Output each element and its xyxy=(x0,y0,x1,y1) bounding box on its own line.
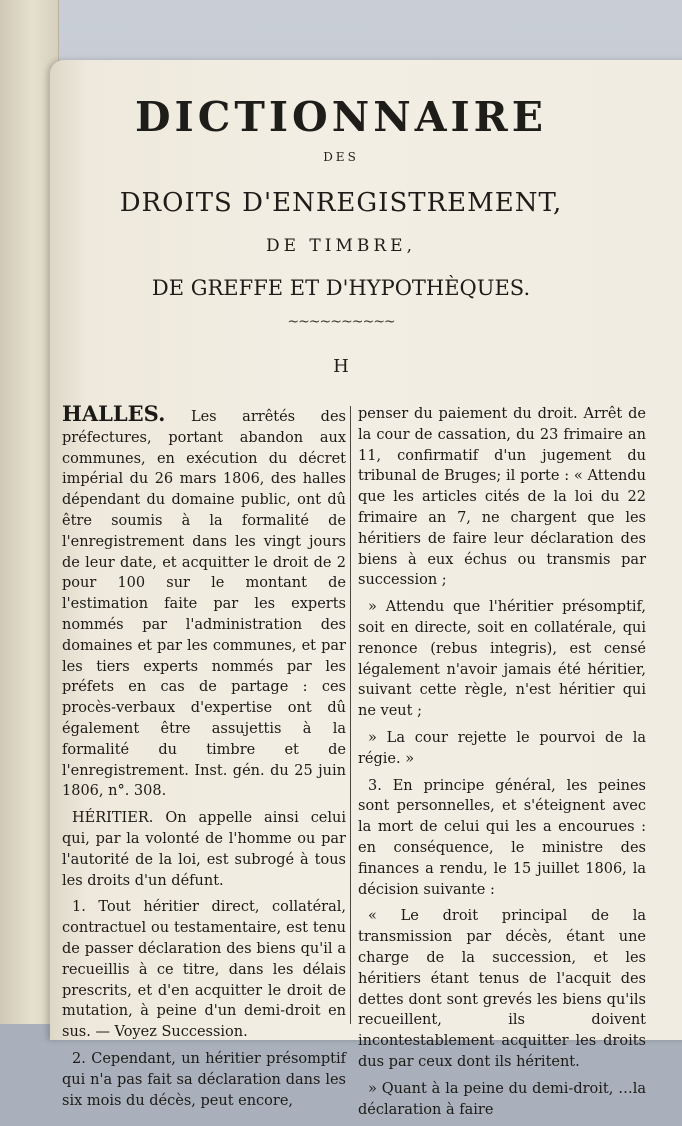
entry-text-heritier: On appelle ainsi celui qui, par la volonté de l'homme ou par l'autorité de la loi, est subrogé à tous les droits d'un défunt. xyxy=(62,810,347,889)
section-letter: H xyxy=(333,356,349,377)
entry-halles xyxy=(62,401,346,802)
entry-heritier xyxy=(62,808,346,891)
right-paragraph-4: 3. En principe général, les peines sont personnelles, et s'éteignent avec la mort de celui qui les a encourues : en conséquence, le ministre des finances a rendu, le 15 juillet 1806, la décision suivante : xyxy=(358,777,646,898)
ornament-divider: ~~~~~~~~~~ xyxy=(287,314,395,330)
right-text-column xyxy=(358,404,646,1126)
entry-text-halles: Les arrêtés des préfectures, portant abandon aux communes, en exécution du décret impérial du 26 mars 1806, des halles dépendant du domaine public, ont dû être soumis à la formalité de l'enregistrement dans les vingt jours de leur date, et acquitter le droit de 2 pour 100 sur le montant de l'estimation faite par les experts nommés par l'administration des domaines et par les communes, et par les tiers experts nommés par les préfets en cas de partage : ces procès-verbaux d'expertise ont dû également être assujettis à la formalité du timbre et de l'enregistrement. Inst. gén. du 25 juin 1806, n°. 308. xyxy=(62,409,346,800)
paragraph-2: 2. Cependant, un héritier présomptif qui n'a pas fait sa déclaration dans les six mois du décès, peut encore, xyxy=(62,1050,346,1109)
right-paragraph-1: penser du paiement du droit. Arrêt de la cour de cassation, du 23 frimaire an 11, confirmatif d'un jugement du tribunal de Bruges; il porte : « Attendu que les articles cités de la loi du 22 frimaire an 7, ne chargent que les héritiers de faire leur déclaration des biens à eux échus ou transmis par succession ; xyxy=(358,406,646,589)
right-paragraph-3: » La cour rejette le pourvoi de la régie. » xyxy=(358,729,646,767)
right-paragraph-6: » Quant à la peine du demi-droit, …la déclaration à faire xyxy=(358,1080,646,1118)
entry-headword-halles: HALLES. xyxy=(62,401,166,426)
paragraph-1: 1. Tout héritier direct, collatéral, contractuel ou testamentaire, est tenu de passer déclaration des biens qu'il a recueillis à ce titre, dans les délais prescrits, et d'en acquitter le droit de mutation, à peine d'un demi-droit en sus. — Voyez Succession. xyxy=(62,899,346,1041)
page-title: DICTIONNAIRE xyxy=(134,93,548,141)
left-text-column xyxy=(62,401,347,1117)
title-des: DES xyxy=(323,150,359,164)
page-subtitle: DROITS D'ENREGISTREMENT, xyxy=(119,188,563,218)
right-paragraph-2: » Attendu que l'héritier présomptif, soit en directe, soit en collatérale, qui renonce (rebus integris), est censé légalement n'avoir jamais été héritier, suivant cette règle, n'est héritier qui ne veut ; xyxy=(358,599,646,720)
right-paragraph-5: « Le droit principal de la transmission par décès, étant une charge de la succession, et les héritiers étant tenus de l'acquit des dettes dont sont grevés les biens qu'ils recueillent, ils doivent incontestablement acquitter les droits dus par ceux dont ils héritent. xyxy=(358,908,646,1070)
column-rule xyxy=(350,406,351,1024)
title-timbre: DE TIMBRE, xyxy=(265,236,416,256)
title-greffe: DE GREFFE ET D'HYPOTHÈQUES. xyxy=(151,276,531,300)
entry-headword-heritier: HÉRITIER. xyxy=(72,810,154,827)
